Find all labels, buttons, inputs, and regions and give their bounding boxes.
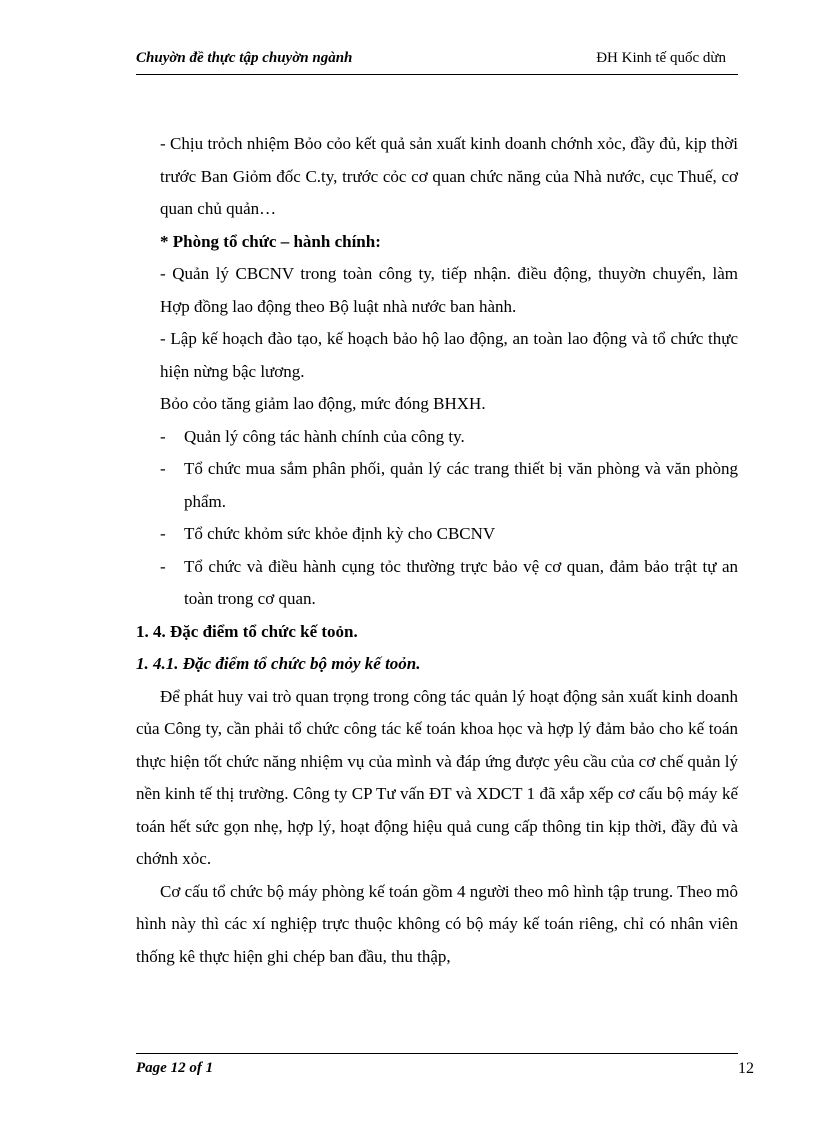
paragraph-training-plan: - Lập kế hoạch đào tạo, kế hoạch bảo hộ lao động, an toàn lao động và tổ chức thực hiện nừng bậc lương. — [160, 329, 738, 381]
footer-page-label: Page 12 of 1 — [136, 1060, 214, 1076]
paragraph-labor-report: Bỏo cỏo tăng giảm lao động, mức đóng BHXH. — [160, 394, 486, 413]
list-item-admin-work: - Quản lý công tác hành chính của công ty. — [160, 421, 738, 454]
paragraph-accounting-structure: Cơ cấu tổ chức bộ máy phòng kế toán gồm 4 người theo mô hình tập trung. Theo mô hình này thì các xí nghiệp trực thuộc không có bộ máy kế toán riêng, chỉ có nhân viên thống kê thực hiện ghi chép ban đầu, thu thập, — [136, 881, 738, 966]
list-item-health-check: - Tổ chức khỏm sức khỏe định kỳ cho CBCNV — [160, 518, 738, 551]
header-title: Chuyờn đề thực tập chuyờn ngành — [136, 50, 353, 66]
list-item-procurement: - Tổ chức mua sắm phân phối, quản lý các trang thiết bị văn phòng và văn phòng phẩm. — [160, 453, 738, 518]
paragraph-staff-management: - Quản lý CBCNV trong toàn công ty, tiếp nhận. điều động, thuyờn chuyển, làm Hợp đồng lao động theo Bộ luật nhà nước ban hành. — [160, 264, 738, 316]
page-header — [136, 48, 738, 75]
document-body — [136, 128, 738, 973]
paragraph-responsibility: - Chịu trỏch nhiệm Bỏo cỏo kết quả sản xuất kinh doanh chớnh xỏc, đầy đủ, kịp thời trước Ban Giỏm đốc C.ty, trước cỏc cơ quan chức năng của Nhà nước, cục Thuế, cơ quan chủ quản… — [160, 134, 738, 218]
footer-page-number: 12 — [738, 1060, 754, 1077]
paragraph-accounting-role: Để phát huy vai trò quan trọng trong công tác quản lý hoạt động sản xuất kinh doanh của Công ty, cần phải tổ chức công tác kế toán khoa học và hợp lý đảm bảo cho kế toán thực hiện tốt chức năng nhiệm vụ của mình và đáp ứng được yêu cầu của cơ chế quản lý nền kinh tế thị trường. Công ty CP Tư vấn ĐT và XDCT 1 đã xắp xếp cơ cấu bộ máy kế toán hết sức gọn nhẹ, hợp lý, hoạt động hiệu quả cung cấp thông tin kịp thời, đầy đủ và chớnh xỏc. — [136, 686, 738, 868]
section-heading-admin: * Phòng tổ chức – hành chính: — [160, 231, 381, 251]
list-item-security: - Tổ chức và điều hành cụng tỏc thường trực bảo vệ cơ quan, đảm bảo trật tự an toàn trong cơ quan. — [160, 551, 738, 616]
header-university: ĐH Kinh tế quốc dừn — [596, 50, 726, 66]
page-footer — [136, 1053, 754, 1084]
subsection-heading-accounting-structure: 1. 4.1. Đặc điểm tổ chức bộ mỏy kế toỏn. — [136, 654, 421, 673]
section-heading-accounting: 1. 4. Đặc điểm tổ chức kế toỏn. — [136, 621, 358, 641]
